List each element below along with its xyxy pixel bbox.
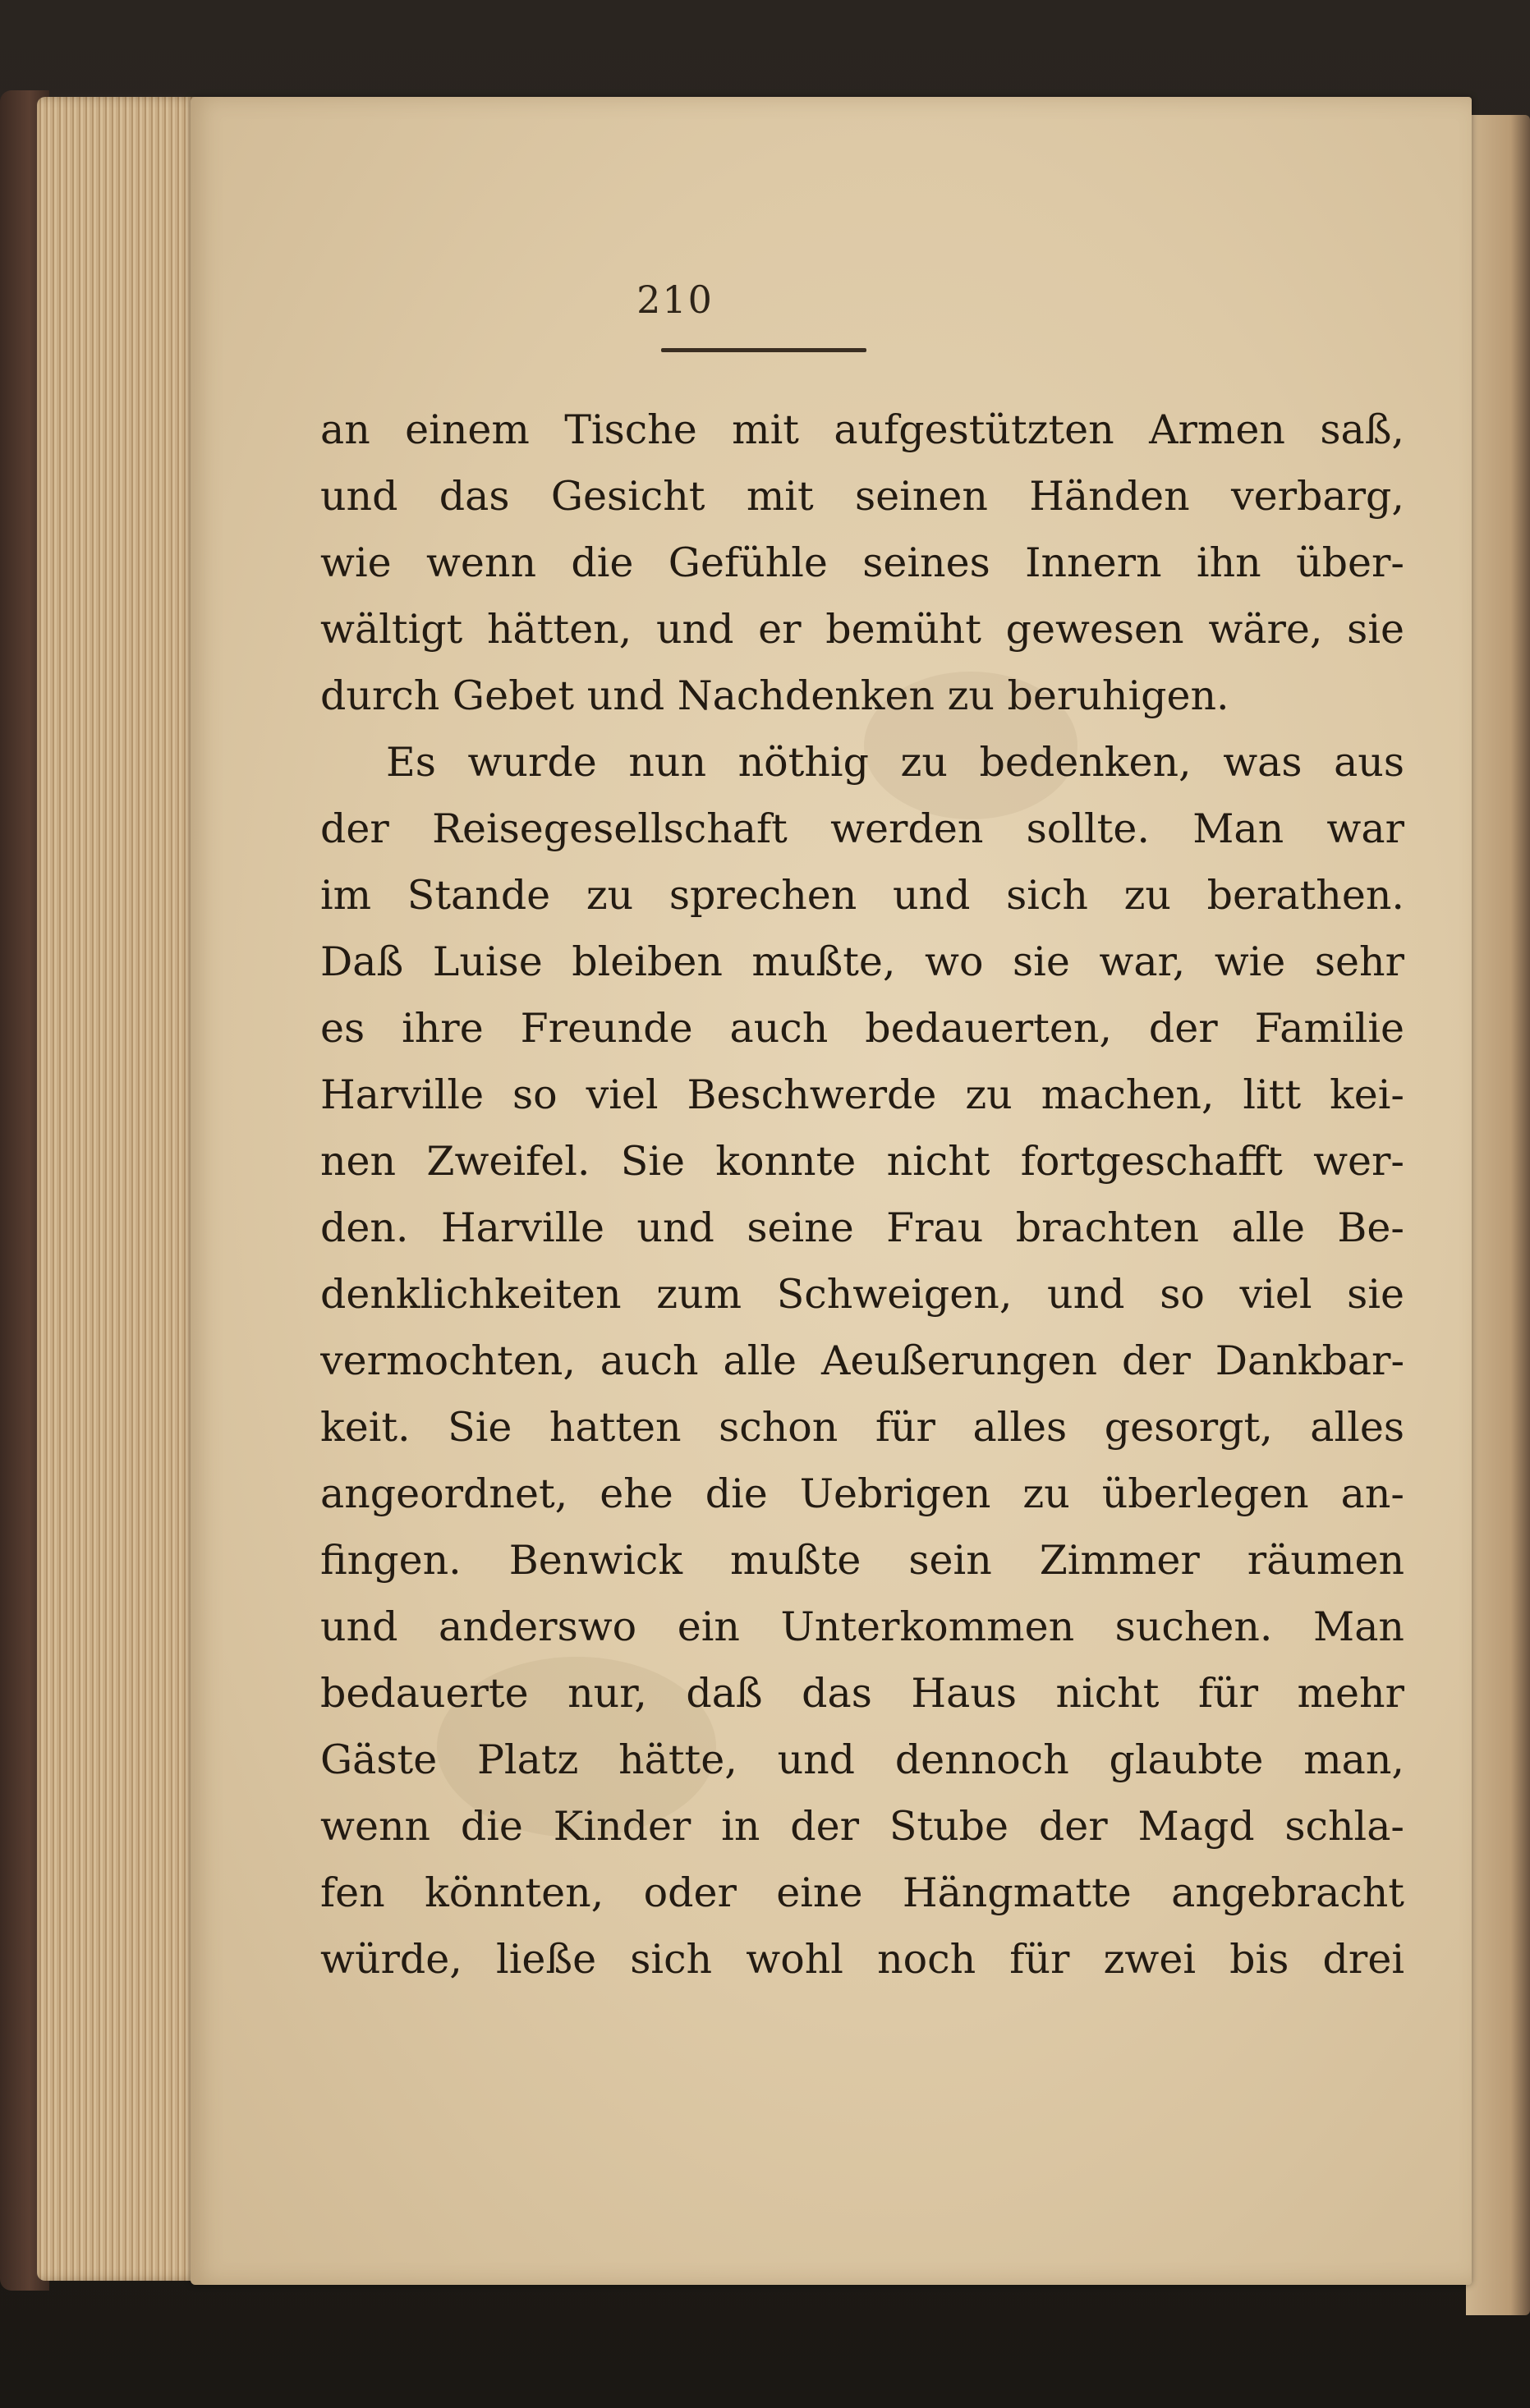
text-line: Gäste Platz hätte, und dennoch glaubte man,: [320, 1736, 1404, 1783]
text-line: im Stande zu sprechen und sich zu berathen.: [320, 872, 1404, 919]
text-line: angeordnet, ehe die Uebrigen zu überlegen an-: [320, 1470, 1404, 1517]
text-line: denklichkeiten zum Schweigen, und so viel sie: [320, 1271, 1404, 1318]
text-line: an einem Tische mit aufgestützten Armen saß,: [320, 406, 1404, 453]
book-page: [191, 97, 1472, 2285]
text-line: keit. Sie hatten schon für alles gesorgt, alles: [320, 1404, 1404, 1451]
text-line: nen Zweifel. Sie konnte nicht fortgeschafft wer-: [320, 1138, 1404, 1185]
text-line: würde, ließe sich wohl noch für zwei bis drei: [320, 1936, 1404, 1983]
text-line: den. Harville und seine Frau brachten alle Be-: [320, 1204, 1404, 1251]
text-line: und das Gesicht mit seinen Händen verbarg,: [320, 473, 1404, 520]
text-line: Daß Luise bleiben mußte, wo sie war, wie sehr: [320, 938, 1404, 985]
text-line: der Reisegesellschaft werden sollte. Man war: [320, 805, 1404, 852]
text-line: wältigt hätten, und er bemüht gewesen wäre, sie: [320, 606, 1404, 653]
text-line: bedauerte nur, daß das Haus nicht für mehr: [320, 1670, 1404, 1717]
text-line: Es wurde nun nöthig zu bedenken, was aus: [386, 739, 1404, 786]
header-rule: [661, 348, 866, 352]
text-line: und anderswo ein Unterkommen suchen. Man: [320, 1603, 1404, 1650]
text-line: wenn die Kinder in der Stube der Magd schla-: [320, 1803, 1404, 1850]
body-text: [320, 397, 1404, 1993]
text-line: Harville so viel Beschwerde zu machen, litt kei-: [320, 1071, 1404, 1118]
text-line: es ihre Freunde auch bedauerten, der Familie: [320, 1005, 1404, 1052]
adjacent-page-edge: [1466, 115, 1530, 2315]
page-number: 210: [636, 277, 714, 322]
text-line: fen könnten, oder eine Hängmatte angebracht: [320, 1869, 1404, 1916]
text-line: fingen. Benwick mußte sein Zimmer räumen: [320, 1537, 1404, 1584]
text-line: vermochten, auch alle Aeußerungen der Dankbar-: [320, 1337, 1404, 1384]
text-line: wie wenn die Gefühle seines Innern ihn über-: [320, 539, 1404, 586]
text-line: durch Gebet und Nachdenken zu beruhigen.: [320, 672, 1229, 719]
